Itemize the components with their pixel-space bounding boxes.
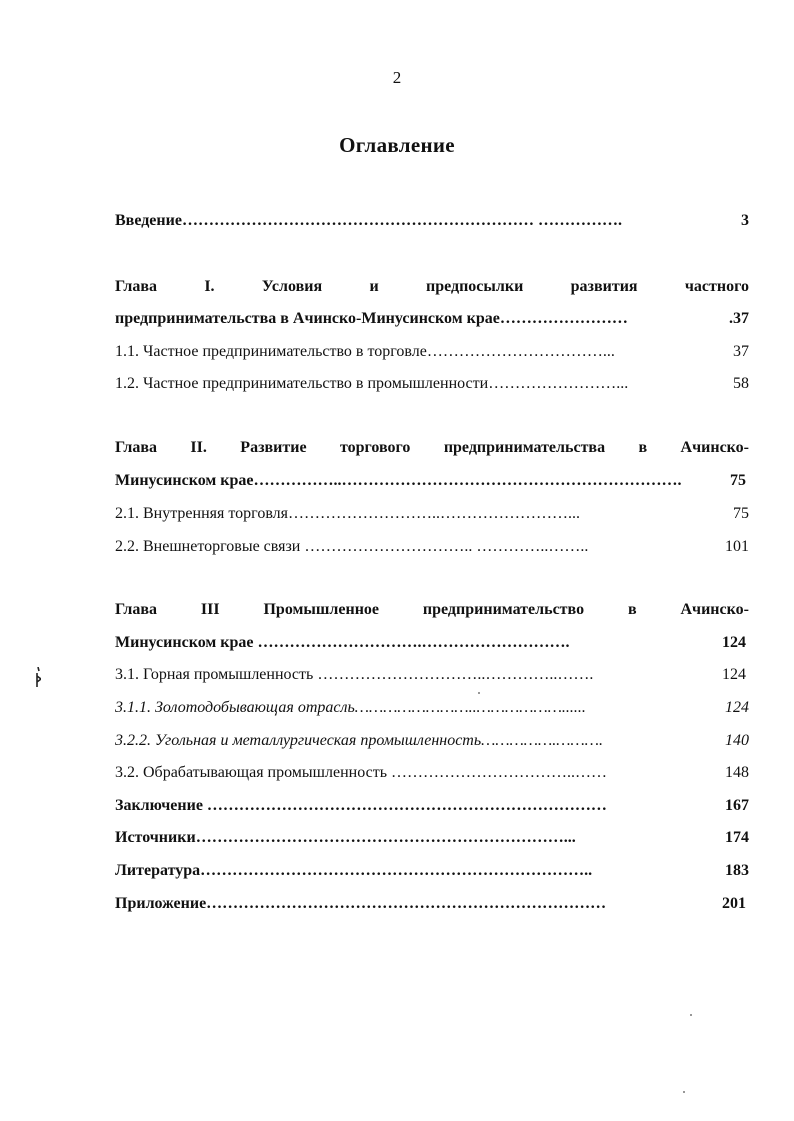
toc-label: 2.2. Внешнеторговые связи [115, 538, 301, 555]
toc-entry-1-1[interactable] [115, 341, 749, 363]
toc-word: Глава [115, 278, 157, 295]
page-title: Оглавление [339, 133, 455, 157]
toc-entry-literature[interactable] [115, 860, 749, 882]
toc-leader-dots: ……………..………………………………………………………. [253, 472, 682, 489]
toc-word: Ачинско- [680, 439, 749, 456]
toc-label: 1.1. Частное предпринимательство в торговле [115, 343, 427, 360]
scan-speck [690, 1014, 692, 1016]
toc-entry-3-1[interactable] [115, 664, 749, 686]
toc-word: предпринимательства [443, 439, 606, 456]
toc-label: 2.1. Внутренняя торговля [115, 505, 288, 522]
toc-entry-intro[interactable] [115, 210, 749, 232]
toc-word: развития [570, 278, 638, 295]
toc-word: частного [684, 278, 749, 295]
toc-entry-3-2[interactable] [115, 762, 749, 784]
toc-word: II. [190, 439, 207, 456]
toc-leader-dots: ……………………………………………………………….. [200, 862, 593, 879]
toc-chapter-1-line2[interactable] [115, 308, 749, 330]
toc-chapter-2-line2[interactable] [115, 470, 749, 492]
toc-label: Минусинском крае [115, 472, 254, 489]
toc-leader-dots: ……………………………………………………………... [195, 829, 576, 846]
toc-entry-sources[interactable] [115, 827, 749, 849]
toc-label: 3.1.1. Золотодобывающая отрасль [115, 699, 355, 716]
toc-word: Ачинско- [680, 601, 749, 618]
toc-chapter-3-heading[interactable] [115, 599, 749, 621]
toc-page: 201 [721, 893, 746, 915]
toc-word: предпосылки [425, 278, 524, 295]
toc-page: 101 [724, 536, 749, 558]
toc-leader-dots: ………………………..……………………... [288, 505, 580, 522]
toc-label: 3.1. Горная промышленность [115, 666, 314, 683]
toc-word: Глава [115, 439, 157, 456]
toc-leader-dots: ………………………………………………………………… [202, 797, 607, 814]
toc-page: 183 [724, 860, 749, 882]
toc-word: Глава [115, 601, 157, 618]
toc-label: предпринимательства в Ачинско-Минусинском крае [115, 310, 500, 327]
scan-speck [683, 1091, 685, 1093]
toc-label: 3.2. Обрабатывающая промышленность [115, 764, 387, 781]
toc-page: .37 [728, 308, 749, 330]
toc-leader-dots: ………………………………………………………… ……………. [181, 212, 622, 229]
toc-page: 167 [724, 795, 749, 817]
toc-page: 37 [732, 341, 749, 363]
toc-page: 58 [732, 373, 749, 395]
toc-entry-3-1-1[interactable] [115, 697, 749, 719]
table-of-contents [115, 0, 749, 1121]
toc-leader-dots: ………………………….. …………..…….. [300, 538, 589, 555]
toc-leader-dots: ……………………... [488, 375, 629, 392]
toc-entry-2-2[interactable] [115, 536, 749, 558]
toc-label: Минусинском крае [115, 634, 254, 651]
toc-label: 3.2.2. Угольная и металлургическая промышленность [115, 732, 482, 749]
toc-page: 124 [721, 664, 746, 686]
toc-word: предпринимательство [422, 601, 585, 618]
toc-label: Источники [115, 829, 196, 846]
scan-artifact-mark [36, 667, 41, 689]
toc-label: Приложение [115, 895, 207, 912]
toc-word: III [200, 601, 220, 618]
toc-leader-dots: ……………………………... [426, 343, 615, 360]
toc-page: 75 [732, 503, 749, 525]
page-number: 2 [392, 68, 402, 87]
toc-page: 148 [724, 762, 749, 784]
toc-chapter-1-heading[interactable] [115, 276, 749, 298]
toc-word: Развитие [240, 439, 307, 456]
toc-leader-dots: ……………………………..…… [387, 764, 607, 781]
toc-leader-dots: ………………………………………………………………… [206, 895, 607, 912]
scan-speck [478, 692, 480, 694]
toc-word: Промышленное [263, 601, 380, 618]
toc-leader-dots: ………………………….………………………. [253, 634, 570, 651]
toc-chapter-2-heading[interactable] [115, 437, 749, 459]
toc-entry-conclusion[interactable] [115, 795, 749, 817]
toc-page: 174 [724, 827, 749, 849]
toc-entry-2-1[interactable] [115, 503, 749, 525]
toc-word: в [627, 601, 637, 618]
toc-label: Литература [115, 862, 201, 879]
toc-label: Заключение [115, 797, 203, 814]
toc-word: в [638, 439, 648, 456]
toc-entry-1-2[interactable] [115, 373, 749, 395]
toc-leader-dots: …………………… [499, 310, 628, 327]
toc-word: торгового [339, 439, 411, 456]
toc-leader-dots: …………………………..…………..……. [313, 666, 594, 683]
toc-page: 124 [721, 632, 746, 654]
toc-page: 3 [740, 210, 749, 232]
toc-word: Условия [261, 278, 323, 295]
toc-word: I. [204, 278, 215, 295]
toc-label: Введение [115, 212, 182, 229]
toc-chapter-3-line2[interactable] [115, 632, 749, 654]
toc-leader-dots: …………….………. [481, 732, 603, 749]
toc-leader-dots: ……………………..………………...... [354, 699, 586, 716]
toc-word: и [369, 278, 379, 295]
toc-page: 140 [724, 730, 749, 752]
toc-label: 1.2. Частное предпринимательство в промышленности [115, 375, 489, 392]
toc-page: 75 [729, 470, 746, 492]
toc-entry-3-2-2[interactable] [115, 730, 749, 752]
toc-page: 124 [724, 697, 749, 719]
toc-entry-appendix[interactable] [115, 893, 749, 915]
